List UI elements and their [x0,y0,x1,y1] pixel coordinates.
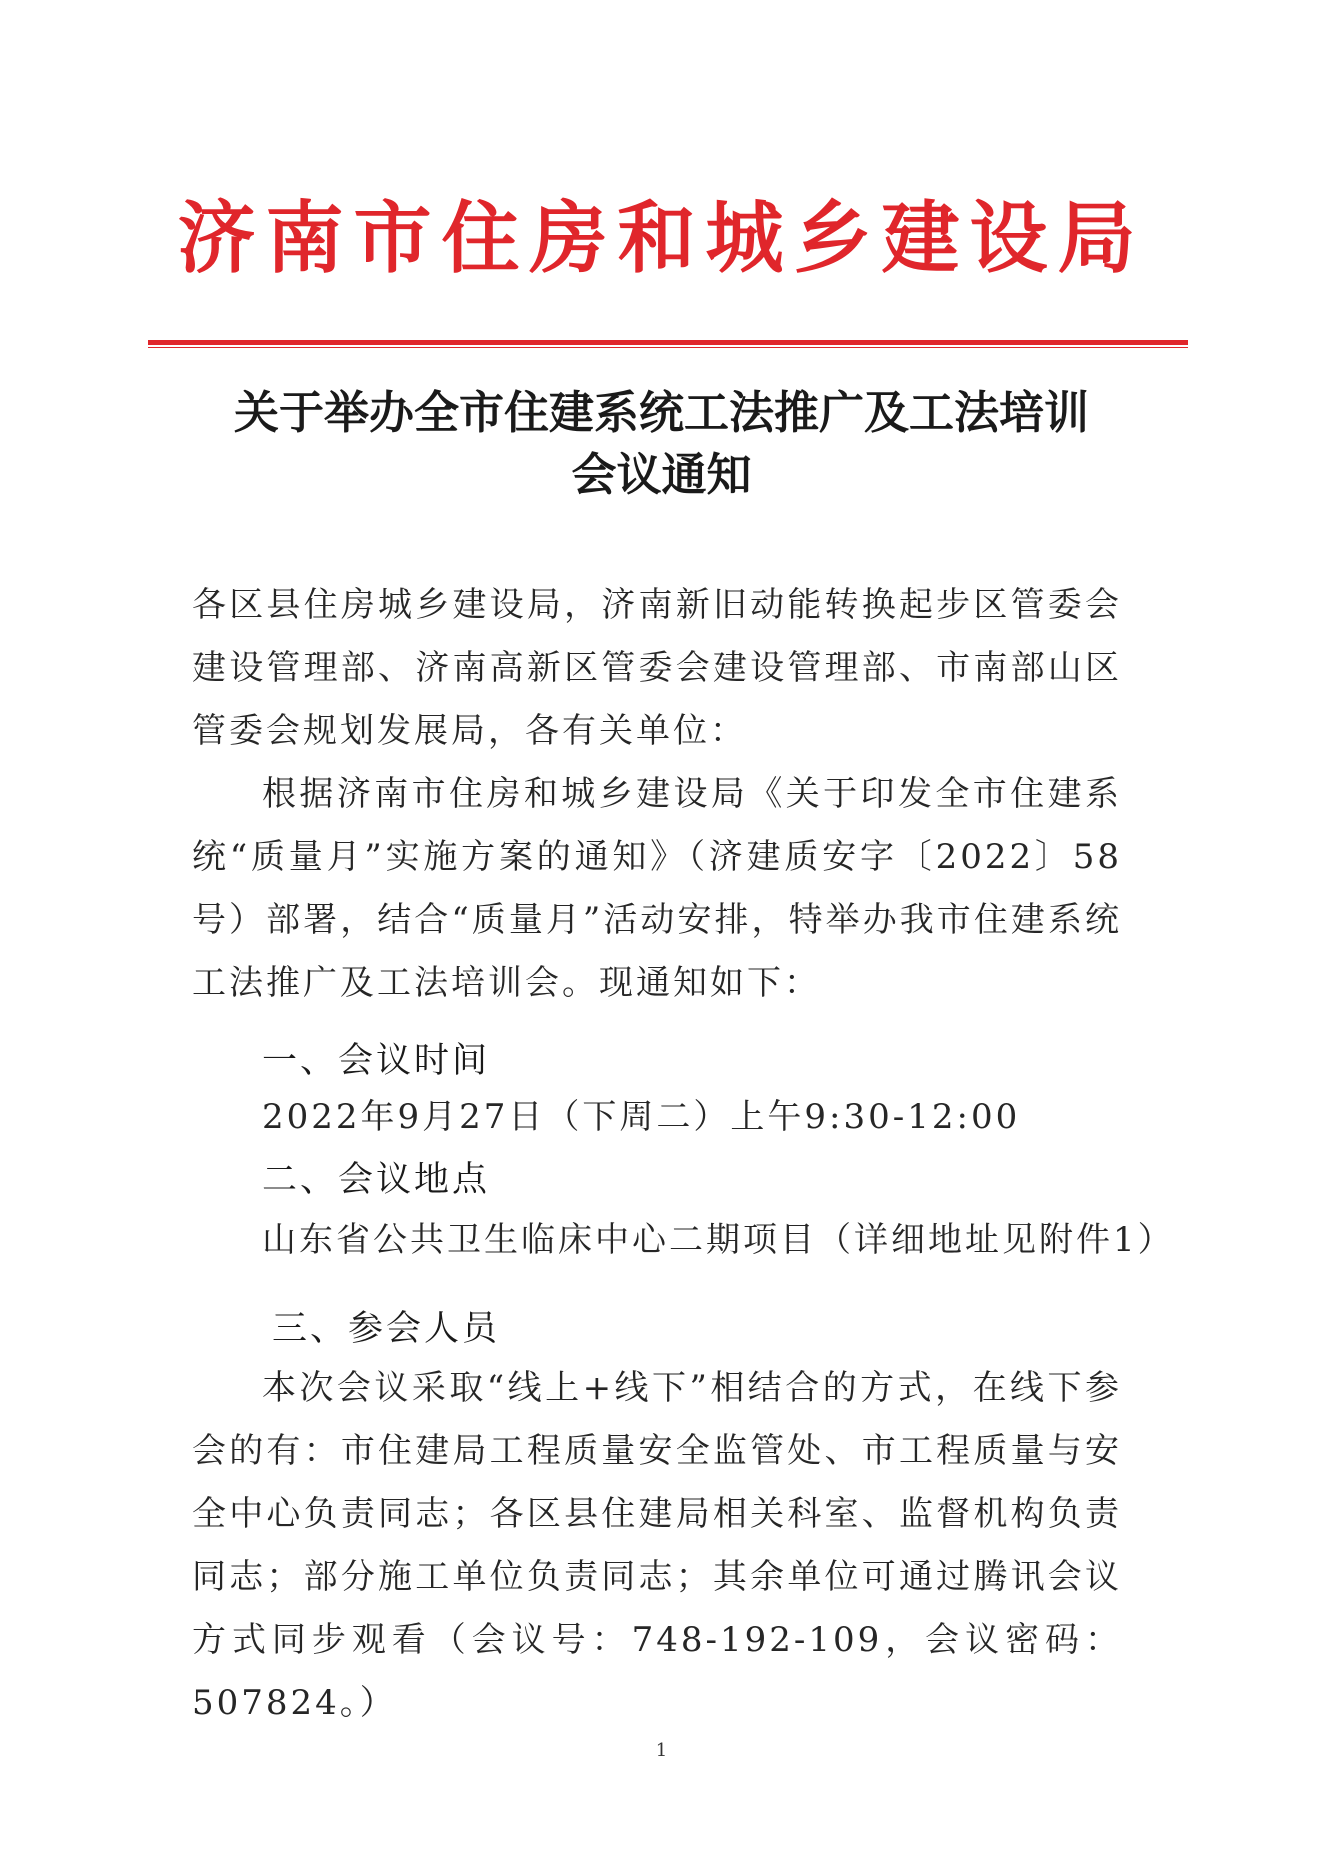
section-body-time: 2022年9月27日（下周二）上午9:30-12:00 [262,1097,1021,1137]
section-body-attendees: 本次会议采取“线上+线下”相结合的方式，在线下参会的有：市住建局工程质量安全监管处、市工程质量与安全中心负责同志；各区县住建局相关科室、监督机构负责同志；部分施工单位负责同志；其余单位可通过腾讯会议方式同步观看（会议号：748-192-109，会议密码：507824。） [192,1368,1122,1723]
issuing-authority-header: 济南市住房和城乡建设局 [177,194,1146,284]
red-header-rule [148,340,1188,348]
document-title-line-1: 关于举办全市住建系统工法推广及工法培训 [233,386,1089,439]
section-heading-time: 一、会议时间 [262,1041,491,1081]
document-title [150,382,1173,506]
addressee-paragraph: 各区县住房城乡建设局，济南新旧动能转换起步区管委会建设管理部、济南高新区管委会建设管理部、市南部山区管委会规划发展局，各有关单位： [192,585,1122,751]
section-body-location: 山东省公共卫生临床中心二期项目（详细地址见附件1） [262,1220,1175,1260]
page-number: 1 [655,1740,668,1761]
intro-paragraph: 根据济南市住房和城乡建设局《关于印发全市住建系统“质量月”实施方案的通知》（济建质安字〔2022〕58号）部署，结合“质量月”活动安排，特举办我市住建系统工法推广及工法培训会。现通知如下： [192,774,1122,1003]
section-heading-location: 二、会议地点 [262,1160,491,1200]
section-heading-attendees: 三、参会人员 [272,1309,501,1349]
document-title-line-2: 会议通知 [571,448,752,501]
